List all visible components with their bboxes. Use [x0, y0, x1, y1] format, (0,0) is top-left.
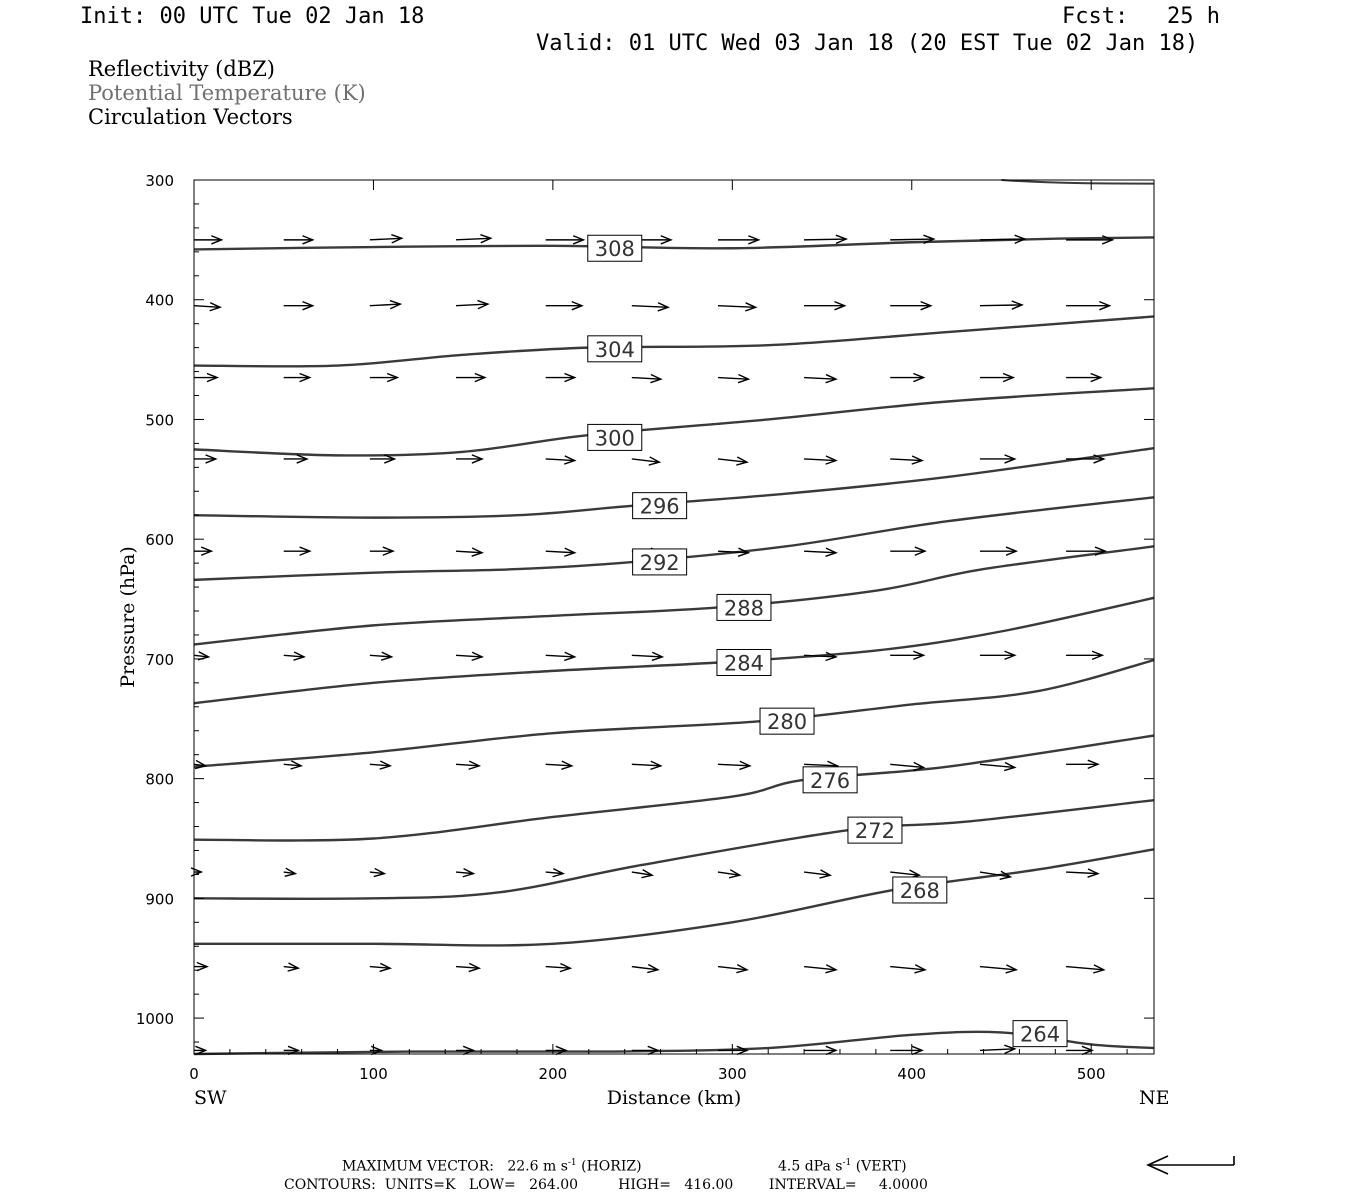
legend-potential-temperature: Potential Temperature (K): [88, 81, 366, 105]
circulation-vector: [632, 965, 658, 973]
circulation-vector: [456, 455, 482, 463]
circulation-vector: [546, 652, 575, 660]
circulation-vector: [980, 301, 1022, 309]
circulation-vector: [546, 1046, 566, 1054]
isentrope-268: [194, 849, 1154, 945]
x-end-label-sw: SW: [194, 1087, 227, 1109]
circulation-vector: [804, 302, 845, 310]
y-tick-label: 500: [145, 411, 174, 430]
circulation-vector: [284, 236, 313, 244]
circulation-vector: [1066, 1046, 1092, 1054]
valid-time: Valid: 01 UTC Wed 03 Jan 18 (20 EST Tue 02 Jan 18): [536, 31, 1199, 56]
vector-shaft: [804, 764, 837, 766]
circulation-vector: [718, 375, 748, 383]
circulation-vector: [1066, 869, 1098, 877]
circulation-vector: [456, 652, 482, 660]
circulation-vector: [890, 965, 925, 973]
x-end-label-ne: NE: [1139, 1087, 1170, 1109]
max-horiz-value: 22.6 m s: [507, 1158, 568, 1175]
isentrope-276: [194, 736, 1154, 844]
vector-shaft: [718, 306, 756, 308]
circulation-vector: [546, 373, 575, 381]
init-time: Init: 00 UTC Tue 02 Jan 18: [80, 4, 425, 29]
contour-label-text: 288: [723, 596, 765, 621]
circulation-vector: [980, 455, 1015, 463]
contour-label-text: 264: [1019, 1022, 1061, 1047]
circulation-vector: [1066, 302, 1110, 310]
circulation-vector: [980, 235, 1025, 243]
vector-shaft: [804, 239, 846, 240]
circulation-vector: [284, 868, 296, 876]
forecast-hour-label: Fcst:: [1062, 4, 1129, 29]
circulation-vector: [546, 548, 575, 556]
y-tick-label: 400: [145, 291, 174, 310]
contour-label-text: 268: [899, 878, 940, 903]
contour-label-text: 292: [639, 550, 680, 575]
contour-label-text: 280: [766, 710, 808, 735]
vector-shaft: [804, 378, 836, 380]
circulation-vector: [804, 548, 836, 556]
contour-label-304: [588, 336, 642, 362]
vector-shaft: [804, 459, 836, 461]
circulation-vector: [456, 235, 491, 243]
circulation-vector: [546, 456, 575, 464]
reference-vector: [1148, 1156, 1234, 1174]
vector-shaft: [980, 239, 1025, 240]
contour-label-text: 304: [594, 337, 635, 362]
forecast-hour-value: 25 h: [1167, 4, 1220, 29]
isentrope-312-partial: [1001, 180, 1154, 184]
contour-label-276: [803, 767, 857, 793]
circulation-vector: [980, 373, 1013, 381]
circulation-vector: [804, 456, 836, 464]
max-vector-line: [342, 1158, 642, 1175]
vector-shaft: [980, 305, 1022, 306]
circulation-vector: [718, 236, 759, 244]
circulation-vector: [980, 762, 1015, 770]
max-horiz-tag: (HORIZ): [581, 1158, 642, 1175]
circulation-vector: [718, 548, 748, 556]
circulation-vector: [890, 302, 931, 310]
circulation-vector: [370, 373, 398, 381]
circulation-vector: [370, 547, 393, 555]
circulation-vector: [284, 373, 310, 381]
circulation-vector: [632, 870, 652, 878]
y-axis-title: Pressure (hPa): [117, 546, 139, 688]
circulation-vector: [718, 965, 747, 973]
circulation-vector: [632, 457, 660, 465]
circulation-vector: [546, 869, 563, 877]
circulation-vector: [890, 547, 925, 555]
circulation-vector: [456, 548, 482, 556]
y-tick-label: 700: [145, 650, 174, 669]
vector-shaft: [804, 551, 836, 553]
circulation-vector: [718, 870, 740, 878]
legend-circulation-vectors: Circulation Vectors: [88, 105, 293, 129]
circulation-vector: [284, 652, 304, 660]
x-tick-label: 200: [538, 1065, 568, 1083]
contour-label-280: [760, 708, 814, 734]
max-vert-exponent: -1: [842, 1158, 852, 1168]
circulation-vector: [1066, 651, 1102, 659]
circulation-vector: [284, 302, 313, 310]
circulation-vector: [804, 1046, 836, 1054]
circulation-vector-layer: [191, 235, 1112, 1055]
plot-frame: [194, 180, 1154, 1054]
circulation-vector: [284, 963, 299, 971]
isentrope-300: [194, 388, 1154, 455]
vector-shaft: [890, 239, 934, 240]
circulation-vector: [980, 1045, 1015, 1053]
circulation-vector: [284, 761, 301, 769]
circulation-vector: [804, 235, 846, 243]
contour-label-264: [1013, 1021, 1067, 1047]
circulation-vector: [284, 547, 310, 555]
max-vert-line: [778, 1158, 907, 1175]
circulation-vector: [980, 965, 1016, 973]
x-tick-label: 300: [717, 1065, 747, 1083]
circulation-vector: [632, 761, 661, 769]
vector-shaft: [718, 764, 750, 766]
circulation-vector: [804, 870, 830, 878]
contour-label-300: [588, 424, 642, 450]
contour-label-284: [717, 649, 771, 675]
circulation-vector: [370, 235, 402, 243]
x-tick-label: 400: [897, 1065, 927, 1083]
contour-label-292: [633, 549, 687, 575]
y-tick-label: 300: [145, 172, 174, 190]
isentrope-272: [194, 800, 1154, 899]
circulation-vector: [194, 236, 222, 244]
circulation-vector: [546, 963, 571, 971]
circulation-vector: [632, 303, 668, 311]
circulation-vector: [456, 963, 479, 971]
x-tick-label: 100: [359, 1065, 388, 1083]
vector-shaft: [632, 306, 668, 308]
isentrope-304: [194, 316, 1154, 366]
max-vector-label: MAXIMUM VECTOR:: [342, 1158, 494, 1175]
contour-label-text: 300: [594, 426, 635, 451]
circulation-vector: [1066, 455, 1104, 463]
circulation-vector: [632, 652, 662, 660]
circulation-vector: [194, 547, 211, 555]
x-tick-label: 500: [1076, 1065, 1106, 1083]
circulation-vector: [456, 1046, 473, 1054]
axes-layer: [136, 172, 1154, 1083]
circulation-vector: [1066, 760, 1098, 768]
x-axis-title: Distance (km): [606, 1087, 742, 1109]
circulation-vector: [890, 1046, 922, 1054]
circulation-vector: [980, 547, 1016, 555]
circulation-vector: [804, 375, 836, 383]
circulation-vector: [456, 301, 488, 309]
circulation-vector: [890, 456, 922, 464]
circulation-vector: [890, 651, 923, 659]
contour-label-text: 272: [854, 819, 896, 844]
circulation-vector: [718, 303, 756, 311]
circulation-vector: [632, 1046, 658, 1054]
y-tick-label: 600: [145, 531, 174, 550]
contour-label-296: [633, 493, 687, 519]
contour-label-text: 284: [723, 651, 765, 676]
circulation-vector: [370, 301, 400, 309]
contour-label-288: [717, 594, 771, 620]
circulation-vector: [1066, 236, 1112, 244]
contour-label-272: [848, 817, 902, 843]
circulation-vector: [370, 868, 385, 876]
circulation-vector: [194, 303, 220, 311]
contour-label-text: 308: [594, 237, 635, 262]
isentrope-284: [194, 598, 1154, 703]
vector-shaft: [456, 304, 488, 306]
contour-label-layer: [588, 235, 1067, 1046]
y-tick-label: 800: [145, 770, 174, 789]
circulation-vector: [1066, 965, 1104, 973]
circulation-vector: [194, 373, 217, 381]
circulation-vector: [890, 762, 923, 770]
circulation-vector: [546, 761, 572, 769]
circulation-vector: [456, 869, 473, 877]
isentrope-280: [194, 660, 1154, 767]
max-horiz-exponent: -1: [567, 1158, 577, 1168]
max-vert-value: 4.5 dPa s: [778, 1158, 843, 1175]
circulation-vector: [804, 965, 836, 973]
contour-label-268: [893, 877, 947, 903]
circulation-vector: [370, 1046, 382, 1054]
vector-shaft: [1066, 872, 1098, 874]
circulation-vector: [890, 373, 923, 381]
circulation-vector: [370, 963, 390, 971]
circulation-vector: [718, 761, 750, 769]
legend-reflectivity: Reflectivity (dBZ): [88, 57, 276, 81]
circulation-vector: [546, 236, 584, 244]
contour-label-text: 276: [810, 768, 851, 793]
circulation-vector: [194, 963, 207, 971]
contour-label-308: [588, 235, 642, 261]
circulation-vector: [718, 457, 747, 465]
circulation-vector: [456, 373, 485, 381]
isentrope-layer: [194, 180, 1154, 1054]
max-vert-tag: (VERT): [855, 1158, 907, 1175]
vector-shaft: [890, 459, 922, 461]
circulation-vector: [456, 761, 479, 769]
circulation-vector: [546, 302, 582, 310]
circulation-vector: [284, 455, 307, 463]
vector-shaft: [456, 238, 491, 240]
vector-shaft: [980, 1049, 1015, 1051]
circulation-vector: [1066, 373, 1101, 381]
x-tick-label: 0: [189, 1065, 199, 1083]
contour-info: CONTOURS: UNITS=K LOW= 264.00 HIGH= 416.00 INTERVAL= 4.0000: [284, 1177, 928, 1193]
vector-shaft: [370, 238, 402, 240]
circulation-vector: [980, 651, 1015, 659]
contour-label-text: 296: [639, 494, 680, 519]
y-tick-label: 1000: [135, 1010, 174, 1029]
circulation-vector: [370, 652, 392, 660]
circulation-vector: [370, 761, 390, 769]
circulation-vector: [194, 455, 216, 463]
circulation-vector: [632, 375, 661, 383]
y-tick-label: 900: [145, 890, 174, 909]
